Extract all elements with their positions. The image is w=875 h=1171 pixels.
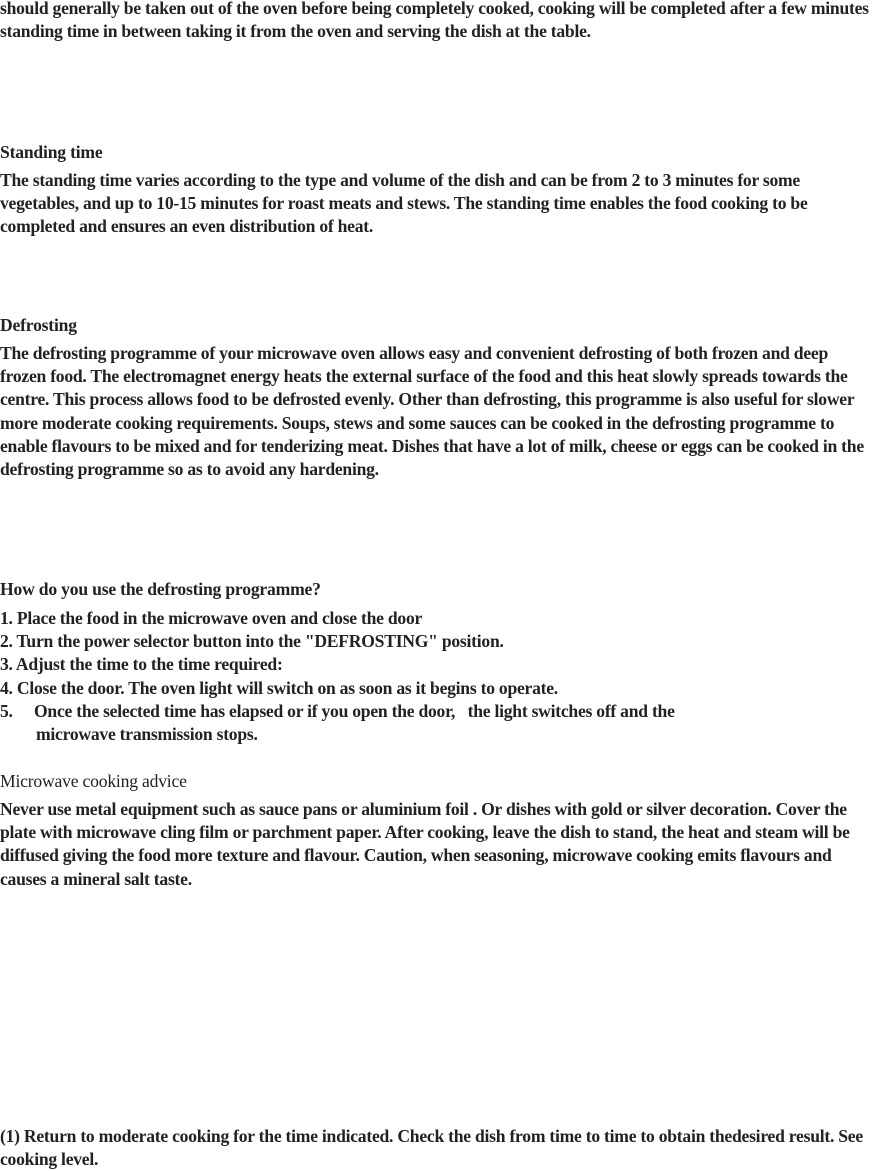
footnote-paragraph: (1) Return to moderate cooking for the time indicated. Check the dish from time to time to obtain thedesired result. See cooking level. [0,1126,863,1170]
step-text: Adjust the time to the time required: [15,654,283,675]
step-number: 5. [0,700,13,721]
list-item [0,653,875,676]
step-text: Turn the power selector button into the "DEFROSTING" position. [16,631,504,652]
step-number: 3. [0,654,13,675]
step-number: 2. [0,631,13,652]
step-text-continued: microwave transmission stops. [36,724,258,745]
step-number: 1. [0,608,13,628]
list-item [0,700,875,746]
list-item [0,607,875,630]
intro-paragraph: should generally be taken out of the oven before being completely cooked, cooking will be completed after a few minutes standing time in between taking it from the oven and serving the dish at the table. [0,0,869,42]
advice-heading: Microwave cooking advice [0,771,187,791]
step-text: Close the door. The oven light will switch on as soon as it begins to operate. [16,677,558,698]
advice-paragraph: Never use metal equipment such as sauce pans or aluminium foil . Or dishes with gold or silver decoration. Cover the plate with microwave cling film or parchment paper. After cooking, leave the dish to stand, the heat and steam will be diffused giving the food more texture and flavour. Caution, when seasoning, microwave cooking emits flavours and causes a mineral salt taste. [0,799,850,889]
step-number: 4. [0,677,13,698]
defrost-howto-heading: How do you use the defrosting programme? [0,579,321,599]
defrosting-paragraph: The defrosting programme of your microwave oven allows easy and convenient defrosting of both frozen and deep frozen food. The electromagnet energy heats the external surface of the food and this heat slowly spreads towards the centre. This process allows food to be defrosted evenly. Other than defrosting, this programme is also useful for slower more moderate cooking requirements. Soups, stews and some sauces can be cooked in the defrosting programme to enable flavours to be mixed and for tenderizing meat. Dishes that have a lot of milk, cheese or eggs can be cooked in the defrosting programme so as to avoid any hardening. [0,343,864,480]
standing-time-heading: Standing time [0,142,103,162]
step-text: Once the selected time has elapsed or if you open the door, the light switches off and the [34,700,675,721]
defrost-steps-list [0,607,875,746]
step-text: Place the food in the microwave oven and close the door [16,608,423,628]
list-item [0,630,875,653]
defrosting-heading: Defrosting [0,315,77,335]
list-item [0,677,875,700]
standing-time-paragraph: The standing time varies according to the type and volume of the dish and can be from 2 to 3 minutes for some vegetables, and up to 10-15 minutes for roast meats and stews. The standing time enables the food cooking to be completed and ensures an even distribution of heat. [0,170,808,237]
